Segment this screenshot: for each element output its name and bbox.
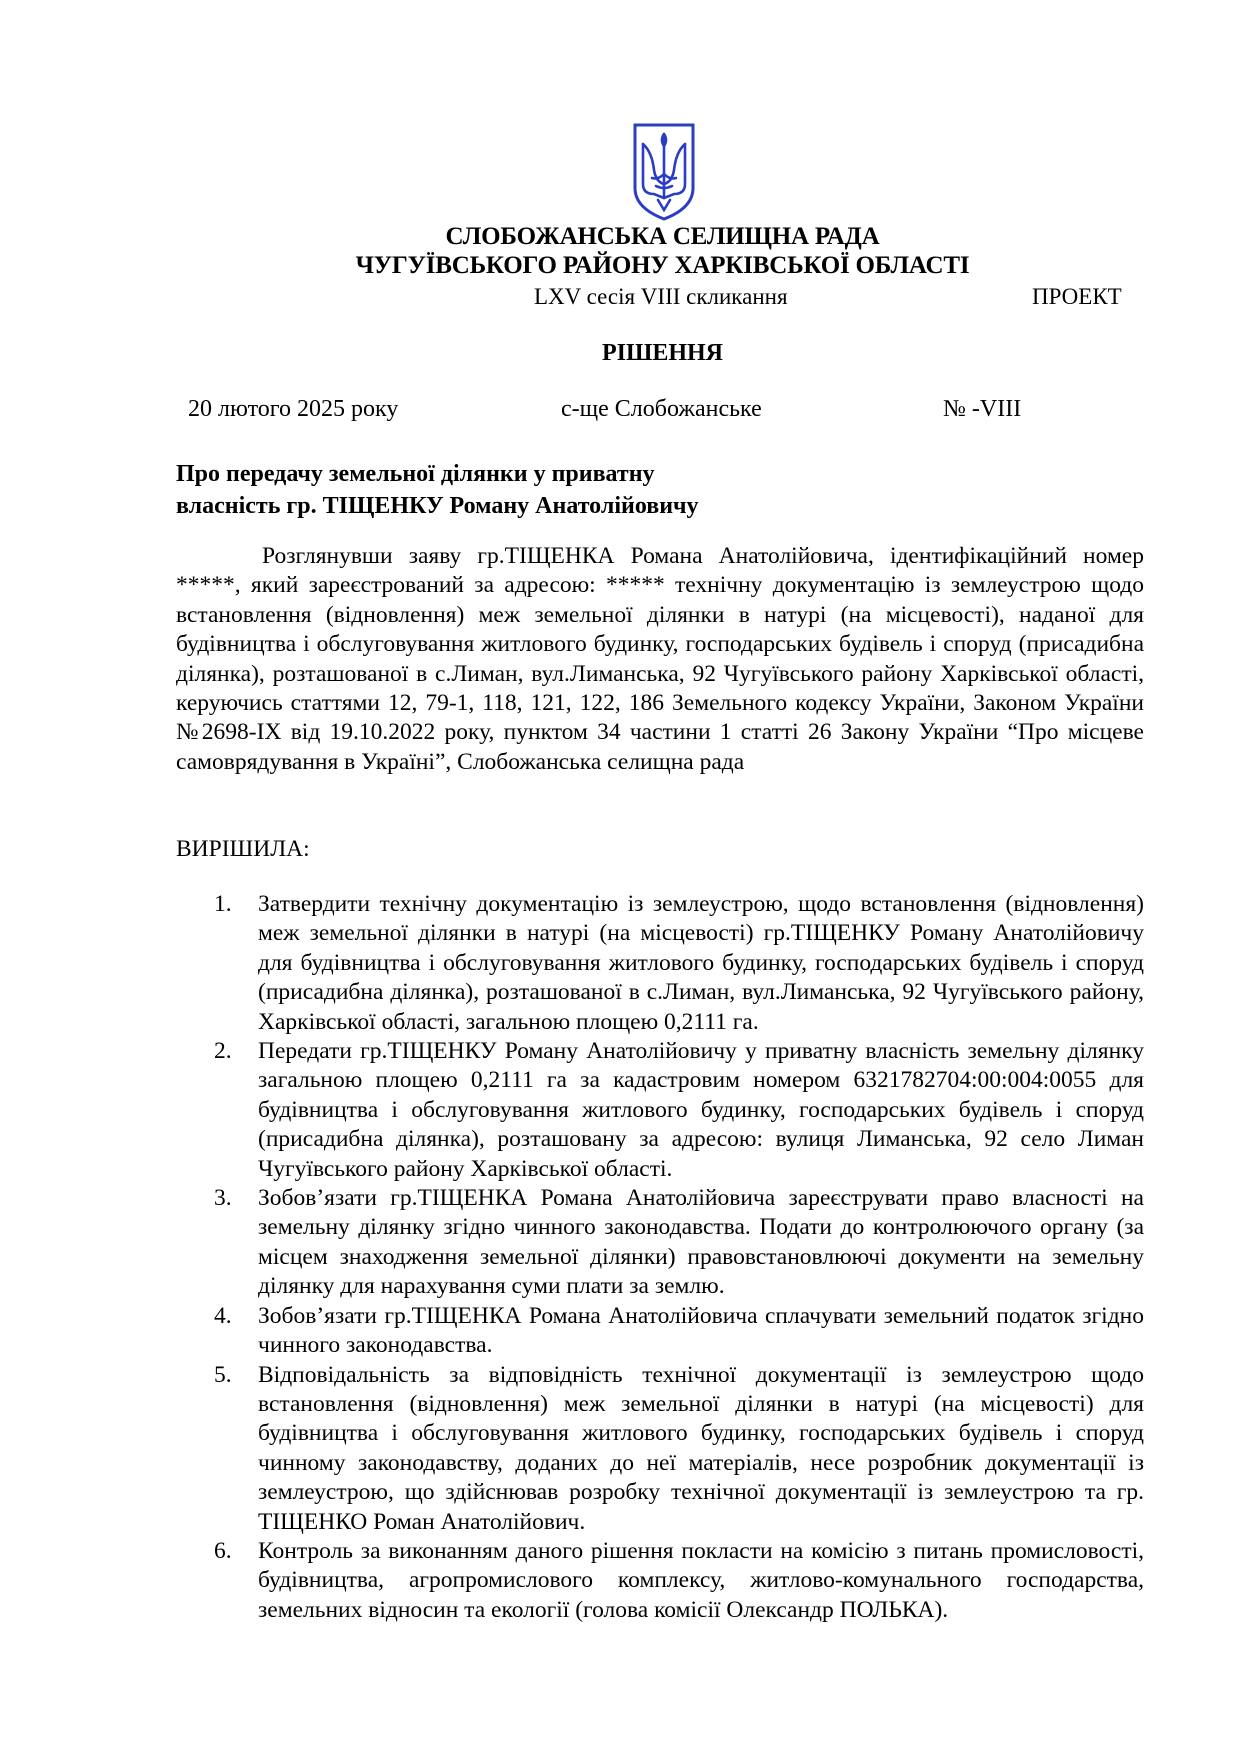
decision-place: с-ще Слобожанське: [561, 396, 762, 422]
subject-line-1: Про передачу земельної ділянки у приватну: [176, 461, 655, 487]
item-text: Зобов’язати гр.ТІЩЕНКА Романа Анатолійовича зареєструвати право власності на земельну ділянку згідно чинного законодавства. Подати до контролюючого органу (за місцем знаходження земельної ділянки) правовстановлюючі документи на земельну ділянку для нарахування суми плати за землю.: [258, 1185, 1144, 1300]
item-text: Затвердити технічну документацію із землеустрою, щодо встановлення (відновлення) меж земельної ділянки в натурі (на місцевості) гр.ТІЩЕНКУ Роману Анатолійовичу для будівництва і обслуговування житлового будинку, господарських будівель і споруд (присадибна ділянка), розташованої в с.Лиман, вул.Лиманська, 92 Чугуївського району, Харківської області, загальною площею 0,2111 га.: [258, 891, 1144, 1035]
list-item: [176, 890, 1144, 1037]
item-number: 6.: [214, 1537, 232, 1564]
decision-items-list: [176, 890, 1144, 1625]
decision-number: № -VIII: [943, 396, 1022, 422]
item-text: Передати гр.ТІЩЕНКУ Роману Анатолійовичу у приватну власність земельну ділянку загальною площею 0,2111 га за кадастровим номером 6321782704:00:004:0055 для будівництва і обслуговування житлового будинку, господарських будівель і споруд (присадибна ділянка), розташовану за адресою: вулиця Лиманська, 92 село Лиман Чугуївського району Харківської області.: [258, 1038, 1144, 1182]
item-number: 4.: [214, 1302, 232, 1329]
list-item: [176, 1037, 1144, 1184]
list-item: [176, 1302, 1144, 1361]
item-number: 1.: [214, 891, 232, 917]
council-name: СЛОБОЖАНСЬКА СЕЛИЩНА РАДА: [445, 223, 880, 250]
decision-date: 20 лютого 2025 року: [188, 396, 399, 422]
coat-of-arms-icon: [632, 122, 696, 222]
preamble-paragraph: Розглянувши заяву гр.ТІЩЕНКА Романа Анатолійовича, ідентифікаційний номер *****, який зареєстрований за адресою: ***** технічну документацію із землеустрою щодо встановлення (відновлення) меж земельної ділянки в натурі (на місцевості), наданої для будівництва і обслуговування житлового будинку, господарських будівель і споруд (присадибна ділянка), розташованої в с.Лиман, вул.Лиманська, 92 Чугуївського району Харківської області, керуючись статтями 12, 79-1, 118, 121, 122, 186 Земельного кодексу України, Законом України №2698-ІХ від 19.10.2022 року, пунктом 34 частини 1 статті 26 Закону України “Про місцеве самоврядування в Україні”, Слобожанська селищна рада: [176, 543, 1144, 775]
list-item: [176, 1537, 1144, 1625]
item-text: Контроль за виконанням даного рішення покласти на комісію з питань промисловості, будівництва, агропромислового комплексу, житлово-комунального господарства, земельних відносин та екології (голова комісії Олександр ПОЛЬКА).: [258, 1537, 1144, 1623]
item-number: 2.: [214, 1038, 232, 1065]
district-name: ЧУГУЇВСЬКОГО РАЙОНУ ХАРКІВСЬКОЇ ОБЛАСТІ: [355, 252, 970, 279]
item-number: 5.: [214, 1361, 232, 1388]
document-title: РІШЕННЯ: [601, 340, 724, 366]
item-text: Зобов’язати гр.ТІЩЕНКА Романа Анатолійовича сплачувати земельний податок згідно чинного законодавства.: [258, 1302, 1144, 1359]
session-label: LXV сесія VIII скликання: [534, 284, 788, 309]
subject-line-2: власність гр. ТІЩЕНКУ Роману Анатолійовичу: [176, 493, 699, 519]
list-item: [176, 1184, 1144, 1302]
decided-label: ВИРІШИЛА:: [176, 836, 310, 862]
item-number: 3.: [214, 1185, 232, 1212]
decision-subject: [176, 458, 699, 522]
item-text: Відповідальність за відповідність технічної документації із землеустрою щодо встановлення (відновлення) меж земельної ділянки в натурі (на місцевості) для будівництва і обслуговування житлового будинку, господарських будівель і споруд чинному законодавству, доданих до неї матеріалів, несе розробник документації із землеустрою, що здійснював розробку технічної документації із землеустрою та гр. ТІЩЕНКО Роман Анатолійович.: [258, 1361, 1144, 1535]
draft-label: ПРОЕКТ: [1032, 284, 1122, 309]
list-item: [176, 1361, 1144, 1537]
